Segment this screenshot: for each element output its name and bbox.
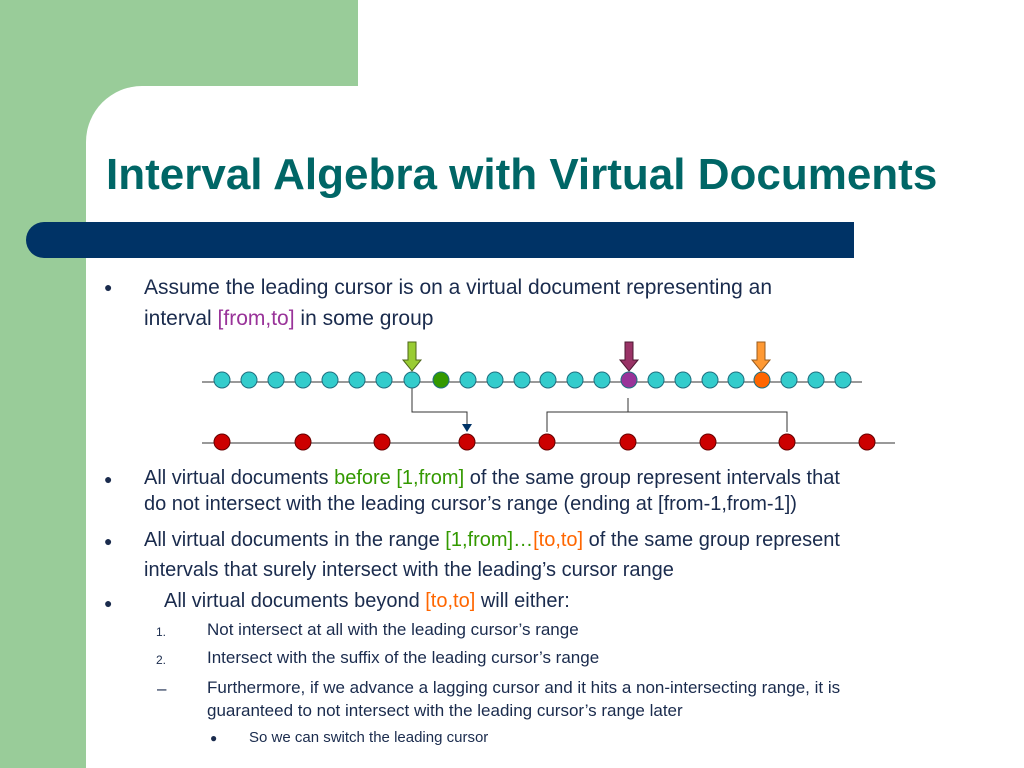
sub-item-2: Intersect with the suffix of the leading cursor’s range	[207, 648, 600, 667]
bullet-2-text-end: of the same group represent intervals that	[464, 467, 840, 489]
bullet-marker: ●	[104, 595, 113, 611]
document-dot	[728, 372, 744, 388]
bullet-1-highlight: [from,to]	[217, 307, 295, 330]
cursor-dot	[433, 372, 449, 388]
dash-item-line-2: guaranteed to not intersect with the leading cursor’s range later	[207, 701, 683, 720]
down-arrow-icon	[462, 424, 472, 432]
document-dot	[540, 372, 556, 388]
sub-bullet-marker: ●	[210, 731, 218, 745]
bottom-row-dots	[214, 434, 875, 450]
document-dot	[567, 372, 583, 388]
bullet-2-line-1	[144, 464, 840, 492]
interval-dot	[295, 434, 311, 450]
bullet-marker: ●	[104, 533, 113, 549]
bullet-marker: ●	[104, 471, 113, 487]
bullet-1-line-1: Assume the leading cursor is on a virtual document representing an	[144, 276, 773, 299]
bullet-4-line-1	[164, 587, 570, 615]
interval-dot	[214, 434, 230, 450]
interval-dot	[779, 434, 795, 450]
bullet-marker: ●	[104, 279, 113, 295]
bullet-4-text: All virtual documents beyond	[164, 590, 426, 612]
cursor-arrows	[403, 342, 770, 371]
document-dot	[514, 372, 530, 388]
sub-bullet-text: So we can switch the leading cursor	[249, 729, 489, 746]
bullet-1-text-end: in some group	[294, 307, 434, 330]
top-row-dots	[214, 372, 851, 388]
bullet-1-text: interval	[144, 307, 218, 330]
interval-dot	[700, 434, 716, 450]
document-dot	[295, 372, 311, 388]
document-dot	[648, 372, 664, 388]
interval-dot	[859, 434, 875, 450]
sub-item-1: Not intersect at all with the leading cursor’s range	[207, 620, 579, 639]
bullet-2-highlight: before [1,from]	[334, 467, 465, 489]
bullet-4-text-end: will either:	[475, 590, 570, 612]
cursor-arrow-icon	[403, 342, 421, 371]
dash-item-line-1: Furthermore, if we advance a lagging cursor and it hits a non-intersecting range, it is	[207, 678, 841, 697]
document-dot	[376, 372, 392, 388]
document-dot	[214, 372, 230, 388]
interval-dot	[539, 434, 555, 450]
dash-marker: –	[157, 679, 167, 698]
cursor-arrow-icon	[620, 342, 638, 371]
document-dot	[594, 372, 610, 388]
document-dot	[404, 372, 420, 388]
bullet-3-text-end: of the same group represent	[583, 529, 840, 551]
bullet-3-highlight-from: [1,from]…	[445, 529, 534, 551]
bullet-3-line-1	[144, 526, 840, 554]
document-dot	[349, 372, 365, 388]
cursor-dot	[754, 372, 770, 388]
range-bracket	[547, 412, 787, 432]
interval-dot	[620, 434, 636, 450]
document-dot	[460, 372, 476, 388]
bullet-2-text: All virtual documents	[144, 467, 335, 489]
bullet-2-line-2: do not intersect with the leading cursor’s range (ending at [from-1,from-1])	[144, 493, 797, 515]
bullet-4-highlight: [to,to]	[425, 590, 476, 612]
bullet-3-highlight-to: [to,to]	[533, 529, 584, 551]
sub-item-number: 1.	[156, 625, 167, 639]
before-connector	[412, 388, 467, 424]
document-dot	[702, 372, 718, 388]
bullet-3-text: All virtual documents in the range	[144, 529, 446, 551]
diagram-connectors	[412, 388, 787, 432]
cursor-dot	[621, 372, 637, 388]
document-dot	[268, 372, 284, 388]
slide-title: Interval Algebra with Virtual Documents	[106, 150, 938, 199]
document-dot	[322, 372, 338, 388]
document-dot	[487, 372, 503, 388]
document-dot	[835, 372, 851, 388]
interval-dot	[374, 434, 390, 450]
document-dot	[675, 372, 691, 388]
sub-item-number: 2.	[156, 653, 167, 667]
interval-dot	[459, 434, 475, 450]
bullet-3-line-2: intervals that surely intersect with the leading’s cursor range	[144, 559, 674, 581]
document-dot	[781, 372, 797, 388]
document-dot	[241, 372, 257, 388]
document-dot	[808, 372, 824, 388]
cursor-arrow-icon	[752, 342, 770, 371]
